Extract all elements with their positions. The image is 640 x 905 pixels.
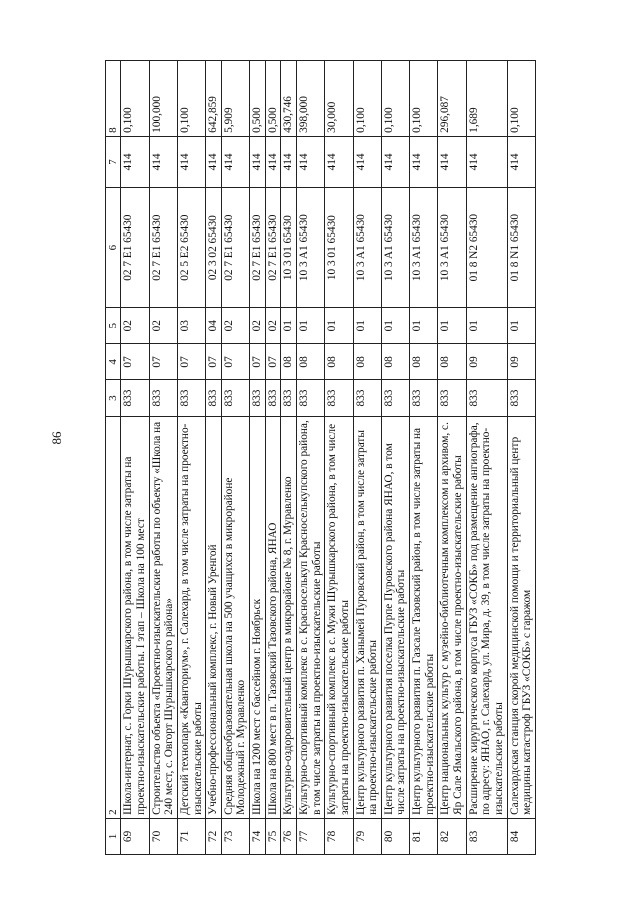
row-sum — [281, 61, 297, 137]
header-col-8: 8 — [106, 61, 121, 137]
row-sum-value: 1,689 — [467, 107, 480, 133]
row-sum — [410, 61, 438, 137]
row-rz: 08 — [353, 344, 381, 380]
row-vr: 414 — [206, 136, 222, 187]
row-vr: 414 — [466, 136, 507, 187]
row-sum-value: 0,100 — [178, 107, 191, 133]
row-rz: 08 — [297, 344, 325, 380]
row-vr: 414 — [438, 136, 466, 187]
row-name: Школа-интернат, с. Горки Шурышкарского района, в том числе затраты на проектно-изыскательские работы. I этап – Школа на 100 мест — [121, 416, 149, 818]
row-csr: 01 8 N2 65430 — [466, 188, 507, 308]
row-rz: 07 — [121, 344, 149, 380]
row-name: Учебно-профессиональный комплекс, г. Новый Уренгой — [206, 416, 222, 818]
row-number: 69 — [121, 818, 149, 854]
row-sum — [265, 61, 281, 137]
row-sum-value: 642,859 — [207, 96, 220, 133]
row-pr: 04 — [206, 308, 222, 344]
row-sum-value: 0,100 — [354, 107, 367, 133]
row-pr: 01 — [297, 308, 325, 344]
row-pr: 03 — [177, 308, 205, 344]
row-grbs: 833 — [281, 380, 297, 416]
row-sum-value: 296,087 — [439, 96, 452, 133]
header-col-1: 1 — [106, 818, 121, 854]
row-name: Средняя общеобразовательная школа на 500 учащихся в микрорайоне Молодежный г. Муравленко — [221, 416, 249, 818]
table-row — [507, 61, 535, 855]
table-body — [121, 61, 536, 855]
row-pr: 01 — [410, 308, 438, 344]
row-number: 78 — [325, 818, 353, 854]
row-vr: 414 — [297, 136, 325, 187]
row-sum — [206, 61, 222, 137]
row-pr: 02 — [149, 308, 177, 344]
row-name: Детский технопарк «Кванториум», г. Салехард, в том числе затраты на проектно-изыскательские работы — [177, 416, 205, 818]
row-name: Салехардская станция скорой медицинской помощи и территориальный центр медицины катастроф ГБУЗ «СОКБ» с гаражом — [507, 416, 535, 818]
row-rz: 09 — [507, 344, 535, 380]
row-grbs: 833 — [250, 380, 266, 416]
row-sum-value: 0,100 — [508, 107, 521, 133]
row-grbs: 833 — [410, 380, 438, 416]
row-sum-value: 430,746 — [282, 96, 295, 133]
row-name: Строительство объекта «Проектно-изыскательские работы по объекту «Школа на 240 мест, с. Овгорт Шурышкарского района» — [149, 416, 177, 818]
row-csr: 10 3 01 65430 — [325, 188, 353, 308]
row-number: 71 — [177, 818, 205, 854]
row-grbs: 833 — [381, 380, 409, 416]
row-number: 80 — [381, 818, 409, 854]
header-row — [106, 61, 121, 855]
row-grbs: 833 — [353, 380, 381, 416]
row-vr: 414 — [221, 136, 249, 187]
row-vr: 414 — [381, 136, 409, 187]
table-row — [149, 61, 177, 855]
table-row — [206, 61, 222, 855]
row-number: 72 — [206, 818, 222, 854]
row-rz: 07 — [250, 344, 266, 380]
row-pr: 02 — [221, 308, 249, 344]
row-sum — [353, 61, 381, 137]
row-csr: 10 3 A1 65430 — [381, 188, 409, 308]
header-col-7: 7 — [106, 136, 121, 187]
row-number: 79 — [353, 818, 381, 854]
row-sum-value: 0,500 — [251, 107, 264, 133]
table-row — [121, 61, 149, 855]
row-rz: 08 — [325, 344, 353, 380]
row-name: Школа на 800 мест в п. Тазовский Тазовского района, ЯНАО — [265, 416, 281, 818]
row-csr: 01 8 N1 65430 — [507, 188, 535, 308]
row-grbs: 833 — [438, 380, 466, 416]
row-grbs: 833 — [325, 380, 353, 416]
row-name: Расширение хирургического корпуса ГБУЗ «СОКБ» под размещение ангиографа, по адресу: ЯНАО, г. Салехард, ул. Мира, д. 39, в том числе затраты на проектно-изыскательские работы — [466, 416, 507, 818]
row-name: Культурно-спортивный комплекс в с. Красноселькуп Красноселькупского района, в том числе затраты на проектно-изыскательские работы — [297, 416, 325, 818]
row-vr: 414 — [149, 136, 177, 187]
row-sum-value: 0,100 — [122, 107, 135, 133]
row-pr: 02 — [121, 308, 149, 344]
row-rz: 07 — [149, 344, 177, 380]
row-grbs: 833 — [206, 380, 222, 416]
table-row — [281, 61, 297, 855]
row-sum-value: 0,100 — [382, 107, 395, 133]
row-rz: 07 — [206, 344, 222, 380]
row-sum-value: 0,500 — [266, 107, 279, 133]
row-csr: 02 5 E2 65430 — [177, 188, 205, 308]
row-sum — [325, 61, 353, 137]
row-csr: 02 7 E1 65430 — [250, 188, 266, 308]
table-row — [438, 61, 466, 855]
row-name: Школа на 1200 мест с бассейном г. Ноябрьск — [250, 416, 266, 818]
row-rz: 07 — [265, 344, 281, 380]
table-row — [353, 61, 381, 855]
row-csr: 10 3 A1 65430 — [297, 188, 325, 308]
row-sum — [121, 61, 149, 137]
row-name: Культурно-оздоровительный центр в микрорайоне № 8, г. Муравленко — [281, 416, 297, 818]
page-number: 86 — [49, 431, 64, 445]
row-rz: 07 — [221, 344, 249, 380]
row-pr: 01 — [353, 308, 381, 344]
row-vr: 414 — [325, 136, 353, 187]
row-grbs: 833 — [149, 380, 177, 416]
row-sum — [221, 61, 249, 137]
row-rz: 09 — [466, 344, 507, 380]
row-rz: 08 — [381, 344, 409, 380]
row-sum-value: 30,000 — [326, 101, 339, 133]
row-sum — [250, 61, 266, 137]
row-sum — [438, 61, 466, 137]
row-pr: 01 — [507, 308, 535, 344]
row-csr: 02 3 02 65430 — [206, 188, 222, 308]
header-col-6: 6 — [106, 188, 121, 308]
row-csr: 10 3 A1 65430 — [353, 188, 381, 308]
row-csr: 02 7 E1 65430 — [149, 188, 177, 308]
row-sum — [177, 61, 205, 137]
row-sum — [466, 61, 507, 137]
table-row — [177, 61, 205, 855]
row-csr: 02 7 E1 65430 — [265, 188, 281, 308]
table-row — [410, 61, 438, 855]
row-sum-value: 398,000 — [298, 96, 310, 133]
budget-table-rotated — [105, 60, 555, 855]
row-number: 77 — [297, 818, 325, 854]
row-vr: 414 — [353, 136, 381, 187]
row-number: 76 — [281, 818, 297, 854]
table-row — [265, 61, 281, 855]
row-number: 82 — [438, 818, 466, 854]
row-csr: 10 3 01 65430 — [281, 188, 297, 308]
row-rz: 07 — [177, 344, 205, 380]
row-name: Культурно-спортивный комплекс в с. Мужи Шурышкарского района, в том числе затраты на проектно-изыскательские работы — [325, 416, 353, 818]
row-grbs: 833 — [265, 380, 281, 416]
row-grbs: 833 — [507, 380, 535, 416]
row-rz: 08 — [410, 344, 438, 380]
row-csr: 02 7 E1 65430 — [121, 188, 149, 308]
row-pr: 01 — [381, 308, 409, 344]
row-vr: 414 — [265, 136, 281, 187]
row-sum — [381, 61, 409, 137]
row-sum-value: 5,909 — [222, 107, 235, 133]
row-number: 74 — [250, 818, 266, 854]
header-col-3: 3 — [106, 380, 121, 416]
row-rz: 08 — [281, 344, 297, 380]
table-row — [466, 61, 507, 855]
row-vr: 414 — [250, 136, 266, 187]
table-row — [381, 61, 409, 855]
row-grbs: 833 — [121, 380, 149, 416]
table-row — [297, 61, 325, 855]
row-grbs: 833 — [466, 380, 507, 416]
table-row — [250, 61, 266, 855]
header-col-4: 4 — [106, 344, 121, 380]
row-sum — [297, 61, 325, 137]
row-name: Центр национальных культур с музейно-библиотечным комплексом и архивом, с. Яр Сале Ямальского района, в том числе проектно-изыскательские работы — [438, 416, 466, 818]
budget-table — [105, 60, 536, 855]
row-number: 84 — [507, 818, 535, 854]
row-number: 70 — [149, 818, 177, 854]
row-sum-value: 100,000 — [150, 96, 163, 133]
row-csr: 10 3 A1 65430 — [410, 188, 438, 308]
row-csr: 10 3 A1 65430 — [438, 188, 466, 308]
row-grbs: 833 — [177, 380, 205, 416]
row-number: 75 — [265, 818, 281, 854]
row-vr: 414 — [507, 136, 535, 187]
row-csr: 02 7 E1 65430 — [221, 188, 249, 308]
header-col-5: 5 — [106, 308, 121, 344]
row-pr: 01 — [466, 308, 507, 344]
row-rz: 08 — [438, 344, 466, 380]
row-vr: 414 — [177, 136, 205, 187]
row-name: Центр культурного развития поселка Пурпе Пуровского района ЯНАО, в том числе затраты на проектно-изыскательские работы — [381, 416, 409, 818]
row-sum-value: 0,100 — [411, 107, 424, 133]
row-pr: 01 — [325, 308, 353, 344]
row-vr: 414 — [281, 136, 297, 187]
table-row — [221, 61, 249, 855]
row-pr: 02 — [265, 308, 281, 344]
row-name: Центр культурного развития п. Газсале Тазовский район, в том числе затраты на проектно-изыскательские работы — [410, 416, 438, 818]
row-vr: 414 — [121, 136, 149, 187]
table-row — [325, 61, 353, 855]
row-sum — [507, 61, 535, 137]
row-grbs: 833 — [297, 380, 325, 416]
row-pr: 01 — [438, 308, 466, 344]
row-name: Центр культурного развития п. Ханымей Пуровский район, в том числе затраты на проектно-изыскательские работы — [353, 416, 381, 818]
row-vr: 414 — [410, 136, 438, 187]
row-pr: 01 — [281, 308, 297, 344]
header-col-2: 2 — [106, 416, 121, 818]
row-grbs: 833 — [221, 380, 249, 416]
row-number: 73 — [221, 818, 249, 854]
row-number: 81 — [410, 818, 438, 854]
row-pr: 02 — [250, 308, 266, 344]
row-number: 83 — [466, 818, 507, 854]
row-sum — [149, 61, 177, 137]
